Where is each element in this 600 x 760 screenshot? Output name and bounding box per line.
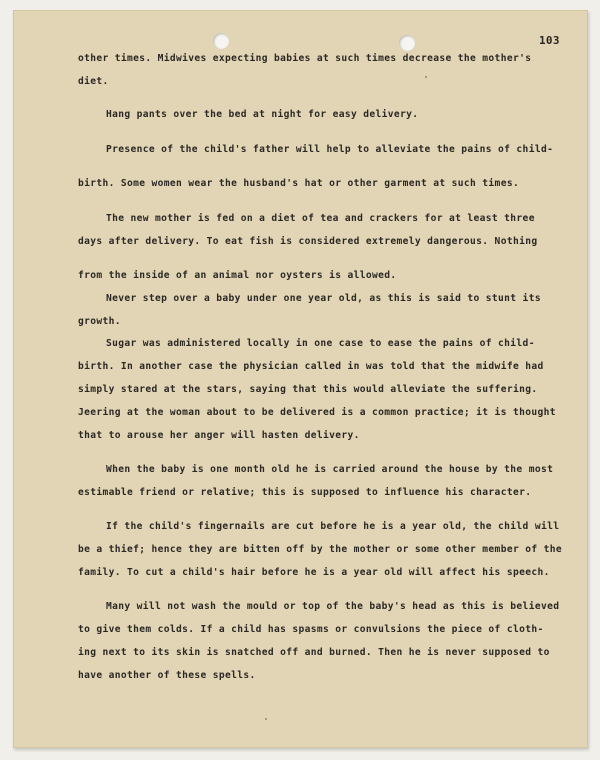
text-line: days after delivery. To eat fish is considered extremely dangerous. Nothing <box>78 236 538 247</box>
text-line: family. To cut a child's hair before he is a year old will affect his speech. <box>78 567 550 578</box>
text-line: Sugar was administered locally in one case to ease the pains of child- <box>106 338 535 349</box>
typewritten-page <box>13 10 588 748</box>
text-line: that to arouse her anger will hasten delivery. <box>78 430 360 441</box>
text-line: birth. Some women wear the husband's hat or other garment at such times. <box>78 178 520 189</box>
text-line: estimable friend or relative; this is supposed to influence his character. <box>78 487 532 498</box>
text-line: diet. <box>78 76 109 87</box>
text-line: Many will not wash the mould or top of the baby's head as this is believed <box>106 601 560 612</box>
text-line: simply stared at the stars, saying that this would alleviate the suffering. <box>78 384 538 395</box>
text-line: ing next to its skin is snatched off and burned. Then he is never supposed to <box>78 647 550 658</box>
text-line: If the child's fingernails are cut before he is a year old, the child will <box>106 521 560 532</box>
text-line: Jeering at the woman about to be delivered is a common practice; it is thought <box>78 407 556 418</box>
text-line: birth. In another case the physician called in was told that the midwife had <box>78 361 544 372</box>
page-number: 103 <box>539 34 560 47</box>
text-line: The new mother is fed on a diet of tea and crackers for at least three <box>106 213 535 224</box>
text-line: other times. Midwives expecting babies at such times decrease the mother's <box>78 53 532 64</box>
text-line: When the baby is one month old he is carried around the house by the most <box>106 464 554 475</box>
text-line: Presence of the child's father will help to alleviate the pains of child- <box>106 144 554 155</box>
text-line: Never step over a baby under one year old, as this is said to stunt its <box>106 293 541 304</box>
text-line: be a thief; hence they are bitten off by the mother or some other member of the <box>78 544 562 555</box>
paper-speck <box>425 76 427 78</box>
paper-speck <box>265 718 267 720</box>
text-line: from the inside of an animal nor oysters is allowed. <box>78 270 397 281</box>
punch-hole-left <box>213 33 229 49</box>
text-line: growth. <box>78 316 121 327</box>
text-line: have another of these spells. <box>78 670 256 681</box>
text-line: to give them colds. If a child has spasms or convulsions the piece of cloth- <box>78 624 544 635</box>
text-line: Hang pants over the bed at night for easy delivery. <box>106 109 419 120</box>
punch-hole-right <box>399 35 415 51</box>
